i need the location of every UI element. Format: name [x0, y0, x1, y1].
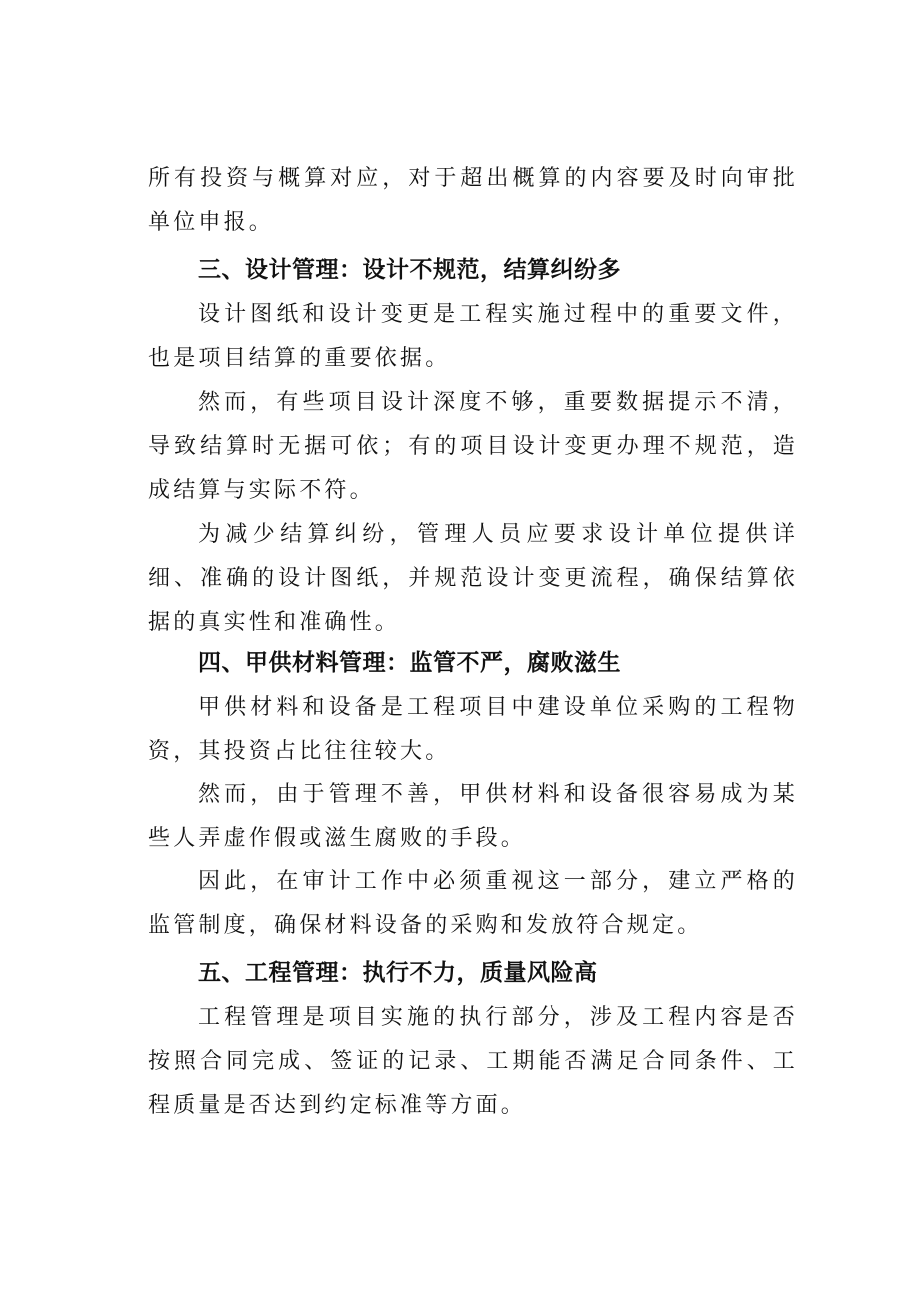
paragraph-materials-3: 因此，在审计工作中必须重视这一部分，建立严格的监管制度，确保材料设备的采购和发放符合规定。 [148, 869, 798, 938]
paragraph-design-3: 为减少结算纠纷，管理人员应要求设计单位提供详细、准确的设计图纸，并规范设计变更流程，确保结算依据的真实性和准确性。 [148, 522, 798, 635]
paragraph-engineering-1: 工程管理是项目实施的执行部分，涉及工程内容是否按照合同完成、签证的记录、工期能否满足合同条件、工程质量是否达到约定标准等方面。 [148, 1005, 798, 1118]
paragraph-design-1: 设计图纸和设计变更是工程实施过程中的重要文件，也是项目结算的重要依据。 [148, 302, 798, 371]
section-heading-5: 五、工程管理：执行不力，质量风险高 [198, 960, 598, 986]
paragraph-materials-2: 然而，由于管理不善，甲供材料和设备很容易成为某些人弄虚作假或滋生腐败的手段。 [148, 782, 798, 851]
section-heading-4: 四、甲供材料管理：监管不严，腐败滋生 [198, 650, 621, 676]
paragraph-design-2: 然而，有些项目设计深度不够，重要数据提示不清，导致结算时无据可依；有的项目设计变更办理不规范，造成结算与实际不符。 [148, 390, 798, 503]
section-heading-3: 三、设计管理：设计不规范，结算纠纷多 [198, 257, 621, 283]
paragraph-materials-1: 甲供材料和设备是工程项目中建设单位采购的工程物资，其投资占比往往较大。 [148, 695, 798, 764]
paragraph-continuation: 所有投资与概算对应，对于超出概算的内容要及时向审批单位申报。 [148, 166, 798, 235]
